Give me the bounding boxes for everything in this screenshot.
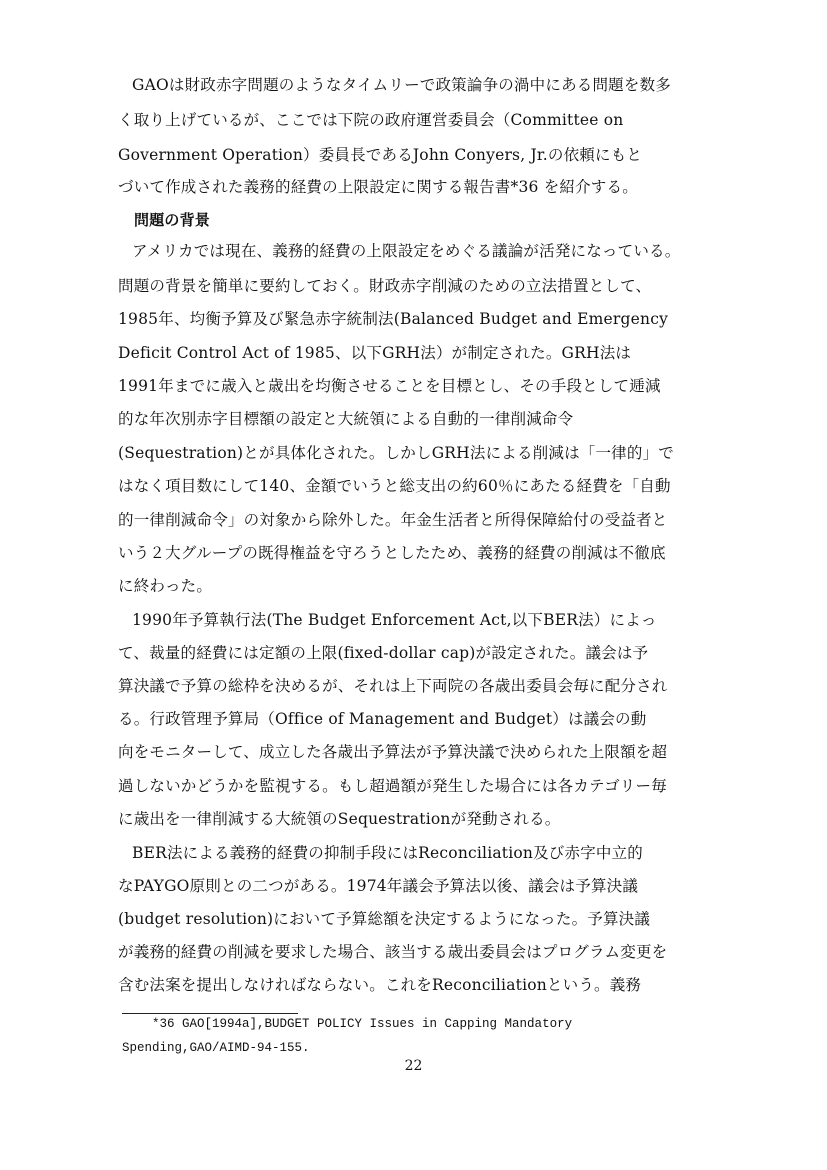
paragraph-line: いう２大グループの既得権益を守ろうとしたため、義務的経費の削減は不徹底 [118, 544, 666, 562]
paragraph-line: (budget resolution)において予算総額を決定するようになった。予算決議 [118, 910, 651, 928]
paragraph-line: 過しないかどうかを監視する。もし超過額が発生した場合には各カテゴリー毎 [118, 777, 667, 795]
paragraph-line: 1991年までに歳入と歳出を均衡させることを目標とし、その手段として逓減 [118, 377, 661, 395]
paragraph-line: る。行政管理予算局（Office of Management and Budget）は議会の動 [118, 710, 647, 728]
paragraph-line: 1985年、均衡予算及び緊急赤字統制法(Balanced Budget and Emergency [118, 310, 669, 328]
paragraph-line: (Sequestration)とが具体化された。しかしGRH法による削減は「一律的」で [118, 444, 674, 462]
paragraph-line: に終わった。 [118, 577, 213, 595]
paragraph-line: Deficit Control Act of 1985、以下GRH法）が制定された。GRH法は [118, 344, 632, 362]
paragraph-line: づいて作成された義務的経費の上限設定に関する報告書*36 を紹介する。 [118, 178, 638, 196]
footnote-line: Spending,GAO/AIMD-94-155. [122, 1041, 310, 1055]
paragraph-line: 算決議で予算の総枠を決めるが、それは上下両院の各歳出委員会毎に配分され [118, 677, 668, 695]
paragraph-line: 向をモニターして、成立した各歳出予算法が予算決議で決められた上限額を超 [118, 743, 668, 761]
paragraph-line: なPAYGO原則との二つがある。1974年議会予算法以後、議会は予算決議 [118, 877, 639, 895]
paragraph-line: 1990年予算執行法(The Budget Enforcement Act,以下BER法）によっ [132, 611, 657, 629]
paragraph-line: 的な年次別赤字目標額の設定と大統領による自動的一律削減命令 [118, 410, 574, 428]
section-heading: 問題の背景 [134, 211, 211, 229]
page-number: 22 [404, 1058, 423, 1074]
paragraph-line: に歳出を一律削減する大統領のSequestrationが発動される。 [118, 810, 561, 828]
paragraph-line: が義務的経費の削減を要求した場合、該当する歳出委員会はプログラム変更を [118, 943, 668, 961]
paragraph-line: く取り上げているが、ここでは下院の政府運営委員会（Committee on [118, 111, 624, 129]
paragraph-line: GAOは財政赤字問題のようなタイムリーで政策論争の渦中にある問題を数多 [132, 76, 671, 94]
footnote-divider [122, 1013, 298, 1014]
paragraph-line: BER法による義務的経費の抑制手段にはReconciliation及び赤字中立的 [132, 844, 644, 862]
paragraph-line: 問題の背景を簡単に要約しておく。財政赤字削減のための立法措置として、 [118, 277, 652, 295]
paragraph-line: て、裁量的経費には定額の上限(fixed-dollar cap)が設定された。議会は予 [118, 644, 649, 662]
paragraph-line: 含む法案を提出しなければならない。これをReconciliationという。義務 [118, 976, 642, 994]
paragraph-line: はなく項目数にして140、金額でいうと総支出の約60％にあたる経費を「自動 [118, 477, 671, 495]
paragraph-line: Government Operation）委員長であるJohn Conyers, Jr.の依頼にもと [118, 146, 643, 164]
paragraph-line: 的一律削減命令」の対象から除外した。年金生活者と所得保障給付の受益者と [118, 511, 668, 529]
footnote-line: *36 GAO[1994a],BUDGET POLICY Issues in Capping Mandatory [152, 1017, 573, 1031]
paragraph-line: アメリカでは現在、義務的経費の上限設定をめぐる議論が活発になっている。 [132, 242, 681, 260]
